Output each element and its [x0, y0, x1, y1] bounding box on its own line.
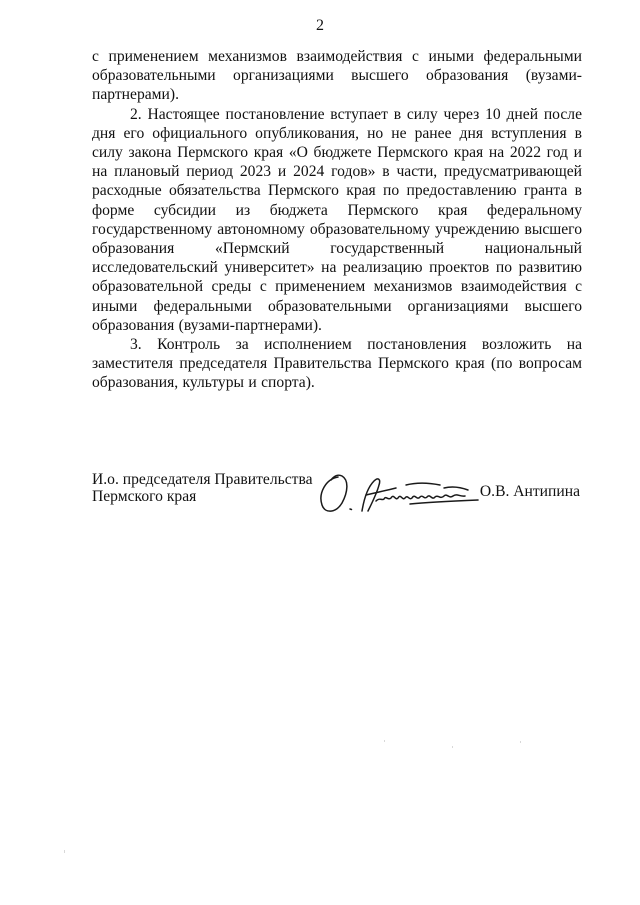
scan-artifact [384, 740, 385, 742]
signature-block [92, 471, 582, 531]
scan-artifact [520, 741, 521, 743]
signer-title-line-1: И.о. председателя Правительства [92, 471, 313, 488]
paragraph-3-control: 3. Контроль за исполнением постановления возложить на заместителя председателя Правительства Пермского края (по вопросам образования, культуры и спорта). [92, 336, 582, 392]
scan-artifact [452, 746, 453, 748]
signer-title [92, 471, 332, 505]
document-body [92, 47, 582, 393]
scan-artifact [64, 850, 65, 853]
page-number: 2 [316, 17, 324, 34]
paragraph-2-effective-date: 2. Настоящее постановление вступает в силу через 10 дней после дня его официального опубликования, но не ранее дня вступления в силу закона Пермского края «О бюджете Пермского края на 2022 год и на плановый период 2023 и 2024 годов» в части, предусматривающей расходные обязательства Пермского края по предоставлению гранта в форме субсидии из бюджета Пермского края федеральному государственному автономному образовательному учреждению высшего образования «Пермский государственный национальный исследовательский университет» на реализацию проектов по развитию образовательной среды с применением механизмов взаимодействия с иными федеральными образовательными организациями высшего образования (вузами-партнерами). [92, 105, 582, 334]
signer-title-line-2: Пермского края [92, 488, 197, 505]
paragraph-1-continuation: с применением механизмов взаимодействия с иными федеральными образовательными организациями высшего образования (вузами-партнерами). [92, 48, 582, 104]
handwritten-signature-icon [318, 471, 488, 519]
signer-name: О.В. Антипина [479, 483, 580, 500]
